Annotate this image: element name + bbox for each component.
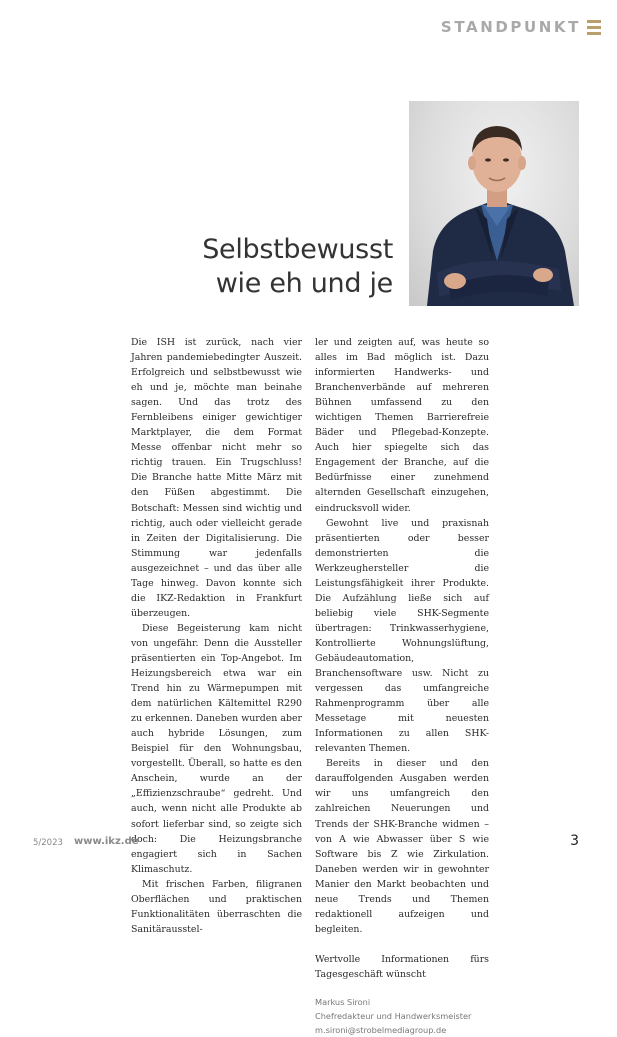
issue-number: 5/2023 <box>33 838 63 848</box>
paragraph: ler und zeigten auf, was heute so alles im Bad möglich ist. Dazu informierten Handwerks- und Branchenverbände auf mehreren Bühnen umfassend zu den wichtigen Themen Barrierefreie Bäder und Pflegebad-Konzepte. Auch hier spiegelte sich das Engagement der Branche, auf die Bedürfnisse einer zunehmend alternden Gesellschaft einzugehen, eindrucksvoll wider. <box>315 337 489 514</box>
article-headline <box>150 233 393 301</box>
page-number: 3 <box>570 833 579 849</box>
closing-line: Wertvolle Informationen fürs Tagesgeschäft wünscht <box>315 953 489 980</box>
paragraph: Diese Begeisterung kam nicht von ungefähr. Denn die Aussteller präsentierten ein Top-Angebot. Im Heizungsbereich etwa war ein Trend hin zu Wärmepumpen mit dem natürlichen Kältemittel R290 zu erkennen. Daneben wurden aber auch hybride Lösungen, zum Beispiel für den Wohnungsbau, vorgestellt. Überall, so hatte es den Anschein, wurde an der „Effizienzschraube“ gedreht. Und auch, wenn nicht alle Produkte ab sofort lieferbar sind, so zeigte sich doch: Die Heizungsbranche engagiert sich in Sachen Klimaschutz. <box>131 622 302 875</box>
headline-line-2: wie eh und je <box>215 268 393 299</box>
portrait-illustration <box>409 101 579 306</box>
menu-lines-icon <box>587 20 601 35</box>
author-signature <box>315 995 489 1037</box>
paragraph: Die ISH ist zurück, nach vier Jahren pandemiebedingter Auszeit. Erfolgreich und selbstbewusst wie eh und je, möchte man beinahe sagen. Und das trotz des Fernbleibens einiger gewichtiger Marktplayer, die dem Format Messe offenbar nicht mehr so richtig trauen. Ein Trugschluss! Die Branche hatte Mitte März mit den Füßen abgestimmt. Die Botschaft: Messen sind wichtig und richtig, auch oder vielleicht gerade in Zeiten der Digitalisierung. Die Stimmung war jedenfalls ausgezeichnet – und das über alle Tage hinweg. Davon konnte sich die IKZ-Redaktion in Frankfurt überzeugen. <box>131 337 302 619</box>
section-header <box>441 18 601 36</box>
paragraph: Bereits in dieser und den darauffolgenden Ausgaben werden wir uns umfangreich den zahlreichen Neuerungen und Trends der SHK-Branche widmen – von A wie Abwasser über S wie Software bis Z wie Zirkulation. Daneben werden wir in gewohnter Manier den Markt beobachten und neue Trends und Themen redaktionell aufzeigen und begleiten. <box>315 758 489 935</box>
author-name: Markus Sironi <box>315 996 371 1007</box>
paragraph: Gewohnt live und praxisnah präsentierten oder besser demonstrierten die Werkzeughersteller die Leistungsfähigkeit ihrer Produkte. Die Aufzählung ließe sich auf beliebig viele SHK-Segmente übertragen: Trinkwasserhygiene, Kontrollierte Wohnungslüftung, Gebäudeautomation, Branchensoftware usw. Nicht zu vergessen das umfangreiche Rahmenprogramm über alle Messetage mit neuesten Informationen zu allen SHK-relevanten Themen. <box>315 517 489 755</box>
author-portrait-photo <box>409 101 579 306</box>
paragraph: Mit frischen Farben, filigranen Oberflächen und praktischen Funktionalitäten überraschten die Sanitärausstel- <box>131 878 302 935</box>
author-title: Chefredakteur und Handwerksmeister <box>315 1010 472 1021</box>
website-link[interactable]: www.ikz.de <box>74 836 139 847</box>
author-email[interactable]: m.sironi@strobelmediagroup.de <box>315 1024 447 1035</box>
headline-line-1: Selbstbewusst <box>202 234 393 265</box>
section-label: STANDPUNKT <box>440 18 581 36</box>
article-column-right <box>315 335 489 1037</box>
article-column-left <box>131 335 302 937</box>
